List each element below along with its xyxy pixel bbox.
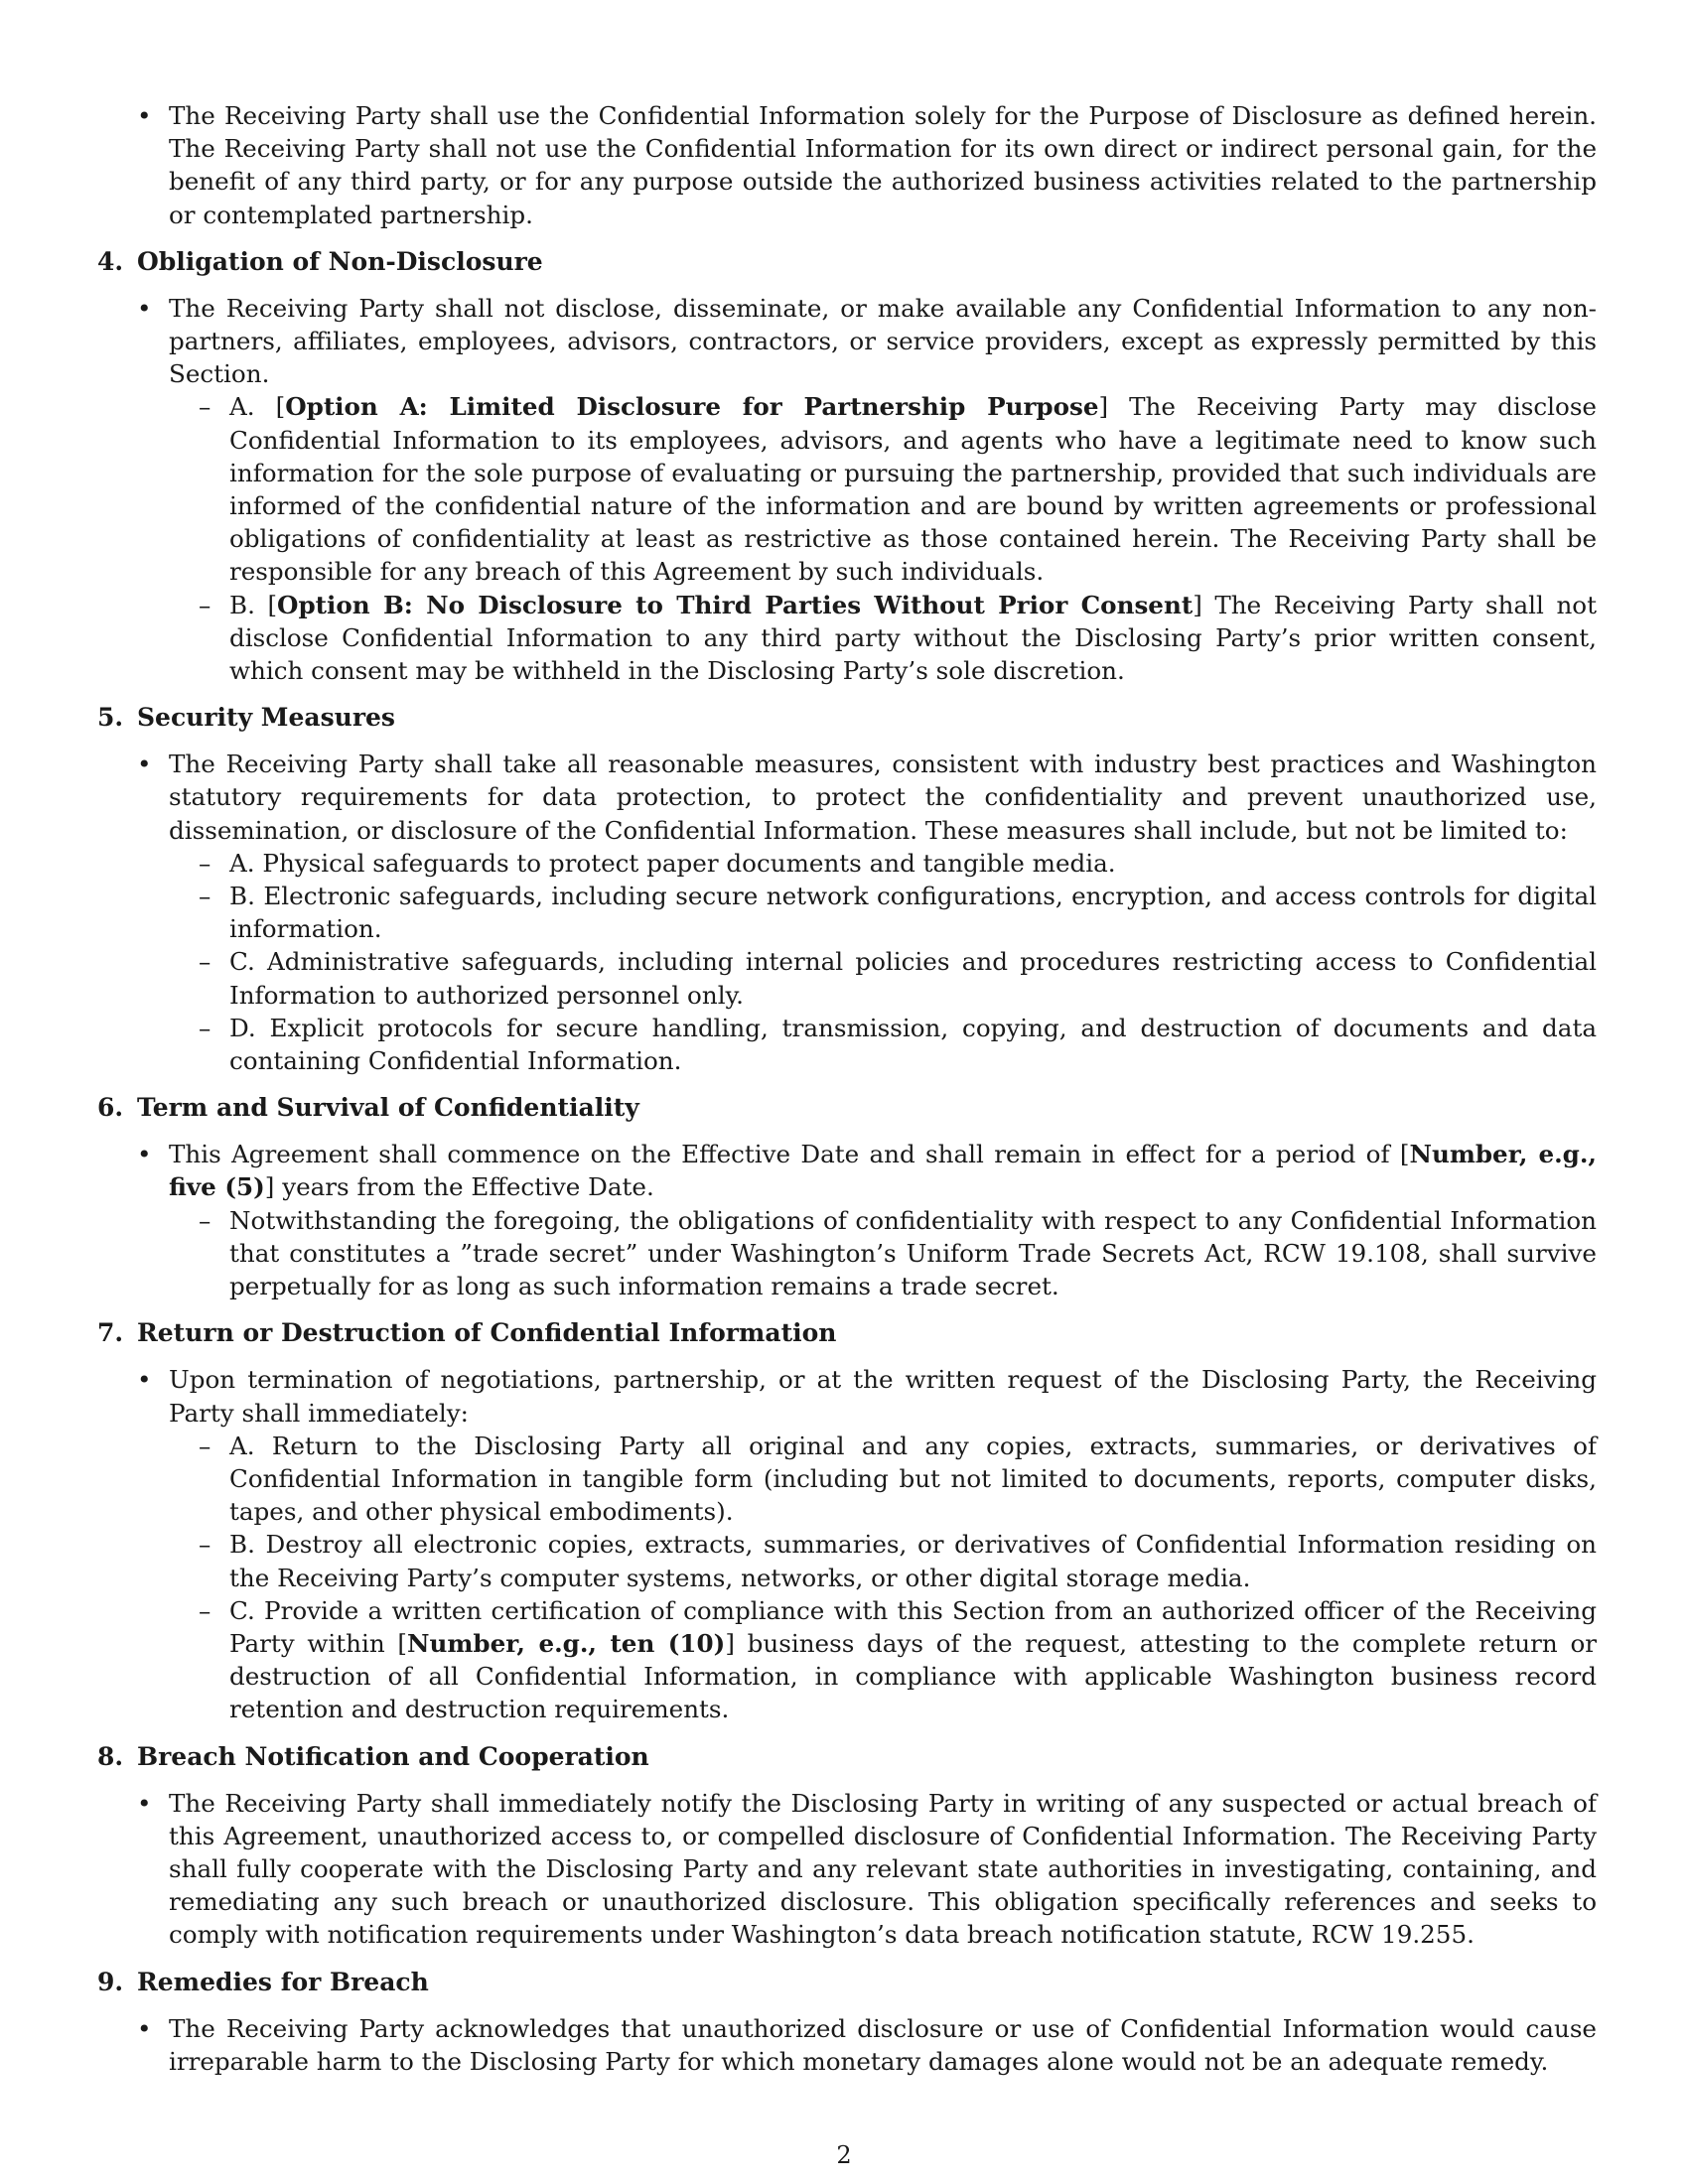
section-8-bullet xyxy=(97,1787,1597,1952)
section-6-bullet xyxy=(97,1138,1597,1203)
section-4-option-b xyxy=(97,589,1597,688)
placeholder-term: Number, e.g., five (5) xyxy=(169,1140,1597,1202)
intro-bullet xyxy=(97,99,1597,231)
option-b-prefix: B. [ xyxy=(229,590,278,619)
bullet-text: This Agreement shall commence on the Effective Date and shall remain in effect for a period of [ xyxy=(169,1140,1410,1169)
page-content xyxy=(97,99,1597,2078)
section-8 xyxy=(97,1740,1597,1952)
section-heading xyxy=(97,1316,1597,1349)
section-heading xyxy=(97,701,1597,734)
option-a-prefix: A. [ xyxy=(229,392,286,422)
section-heading xyxy=(97,1091,1597,1124)
list-item: – A. Return to the Disclosing Party all original and any copies, extracts, summaries, or derivatives of Confidential Information in tangible form (including but not limited to documents, reports, computer disks, tapes, and other physical embodiments). xyxy=(97,1430,1597,1529)
list-item xyxy=(97,1594,1597,1726)
section-4-option-a xyxy=(97,390,1597,588)
placeholder-days: Number, e.g., ten (10) xyxy=(407,1628,726,1658)
section-4 xyxy=(97,245,1597,687)
section-number: 4. xyxy=(97,246,124,276)
item-text: C. Provide a written certification of compliance with this Section from an authorized officer of the Receiving Party within [ xyxy=(229,1595,1597,1658)
option-b-text: ] The Receiving Party shall not disclose Confidential Information to any third party without the Disclosing Party’s prior written consent, which consent may be withheld in the Disclosing Party’s sole discretion. xyxy=(229,590,1597,686)
bullet-text: Upon termination of negotiations, partnership, or at the written request of the Disclosing Party, the Receiving Party shall immediately: xyxy=(169,1365,1597,1428)
section-5 xyxy=(97,701,1597,1077)
section-title: Term and Survival of Confidentiality xyxy=(137,1093,639,1123)
section-7-bullet xyxy=(97,1363,1597,1429)
section-title: Return or Destruction of Confidential Information xyxy=(137,1318,837,1348)
section-heading xyxy=(97,245,1597,278)
section-title: Breach Notification and Cooperation xyxy=(137,1741,649,1771)
page-number: 2 xyxy=(836,2141,852,2169)
list-item: – C. Administrative safeguards, including internal policies and procedures restricting access to Confidential Information to authorized personnel only. xyxy=(97,945,1597,1011)
bullet-text-end: ] years from the Effective Date. xyxy=(264,1172,654,1202)
section-9 xyxy=(97,1966,1597,2078)
section-number: 6. xyxy=(97,1093,124,1123)
bullet-text: The Receiving Party shall not disclose, disseminate, or make available any Confidential Information to any non-partners, affiliates, employees, advisors, contractors, or service providers, except as expressly permitted by this Section. xyxy=(169,293,1597,389)
section-number: 7. xyxy=(97,1318,124,1348)
section-number: 8. xyxy=(97,1741,124,1771)
list-item: – Notwithstanding the foregoing, the obligations of confidentiality with respect to any Confidential Information that constitutes a ”trade secret” under Washington’s Uniform Trade Secrets Act, RCW 19.108, shall survive perpetually for as long as such information remains a trade secret. xyxy=(97,1204,1597,1303)
list-item: – B. Electronic safeguards, including secure network configurations, encryption, and access controls for digital information. xyxy=(97,880,1597,945)
section-4-bullet xyxy=(97,292,1597,391)
list-item: – A. Physical safeguards to protect paper documents and tangible media. xyxy=(97,847,1597,880)
bullet-text: The Receiving Party acknowledges that unauthorized disclosure or use of Confidential Information would cause irreparable harm to the Disclosing Party for which monetary damages alone would not be an adequate remedy. xyxy=(169,2013,1597,2076)
intro-text: The Receiving Party shall use the Confidential Information solely for the Purpose of Disclosure as defined herein. The Receiving Party shall not use the Confidential Information for its own direct or indirect personal gain, for the benefit of any third party, or for any purpose outside the authorized business activities related to the partnership or contemplated partnership. xyxy=(169,101,1597,229)
option-a-text: ] The Receiving Party may disclose Confidential Information to its employees, advisors, and agents who have a legitimate need to know such information for the sole purpose of evaluating or pursuing the partnership, provided that such individuals are informed of the confidential nature of the information and are bound by written agreements or professional obligations of confidentiality at least as restrictive as those contained herein. The Receiving Party shall be responsible for any breach of this Agreement by such individuals. xyxy=(229,392,1597,587)
section-number: 9. xyxy=(97,1967,124,1996)
bullet-text: The Receiving Party shall immediately notify the Disclosing Party in writing of any suspected or actual breach of this Agreement, unauthorized access to, or compelled disclosure of Confidential Information. The Receiving Party shall fully cooperate with the Disclosing Party and any relevant state authorities in investigating, containing, and remediating any such breach or unauthorized disclosure. This obligation specifically references and seeks to comply with notification requirements under Washington’s data breach notification statute, RCW 19.255. xyxy=(169,1788,1597,1950)
section-title: Remedies for Breach xyxy=(137,1967,429,1996)
section-6 xyxy=(97,1091,1597,1302)
section-title: Security Measures xyxy=(137,703,395,733)
section-5-bullet xyxy=(97,748,1597,847)
section-title: Obligation of Non-Disclosure xyxy=(137,246,543,276)
section-heading xyxy=(97,1740,1597,1773)
section-9-bullet xyxy=(97,2012,1597,2078)
list-item: – D. Explicit protocols for secure handling, transmission, copying, and destruction of documents and data containing Confidential Information. xyxy=(97,1012,1597,1077)
list-item: – B. Destroy all electronic copies, extracts, summaries, or derivatives of Confidential Information residing on the Receiving Party’s computer systems, networks, or other digital storage media. xyxy=(97,1528,1597,1593)
section-number: 5. xyxy=(97,703,124,733)
option-b-title: Option B: No Disclosure to Third Parties Without Prior Consent xyxy=(277,590,1194,619)
section-7 xyxy=(97,1316,1597,1725)
bullet-text: The Receiving Party shall take all reasonable measures, consistent with industry best practices and Washington statutory requirements for data protection, to protect the confidentiality and prevent unauthorized use, dissemination, or disclosure of the Confidential Information. These measures shall include, but not be limited to: xyxy=(169,750,1597,845)
option-a-title: Option A: Limited Disclosure for Partnership Purpose xyxy=(285,392,1099,422)
item-text-end: ] business days of the request, attesting to the complete return or destruction of all Confidential Information, in compliance with applicable Washington business record retention and destruction requirements. xyxy=(229,1628,1598,1724)
section-heading xyxy=(97,1966,1597,1998)
